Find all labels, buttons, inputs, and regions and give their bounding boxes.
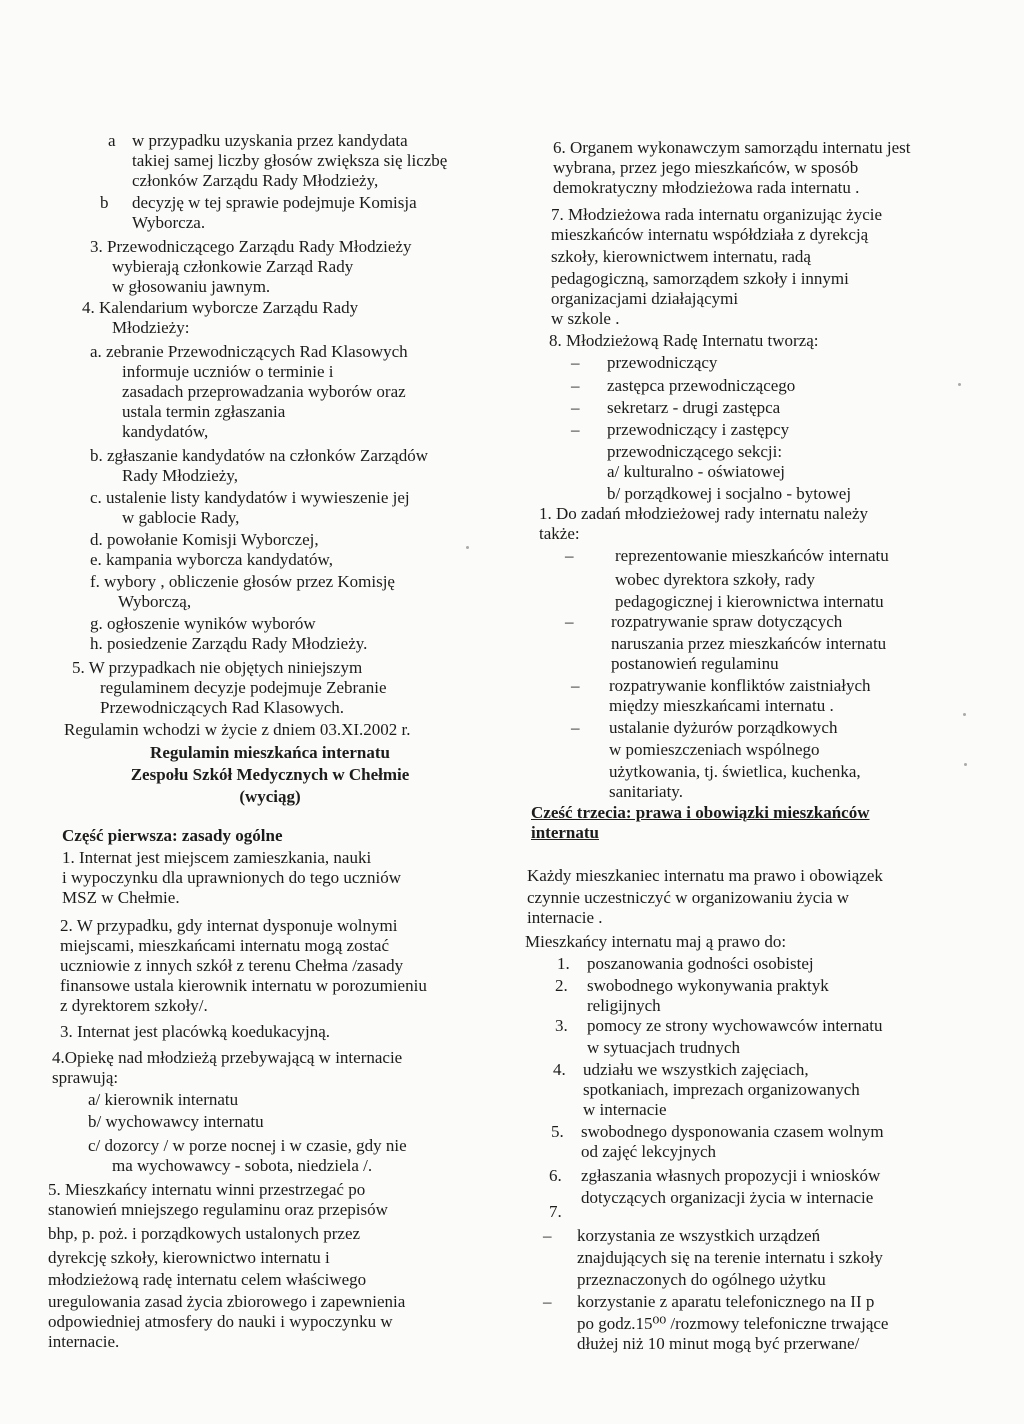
right-line: zgłaszania własnych propozycji i wniosków — [581, 1166, 881, 1185]
right-line: od zajęć lekcyjnych — [581, 1142, 716, 1161]
calendar-line: ustala termin zgłaszania — [122, 402, 286, 421]
care-line: b/ wychowawcy internatu — [88, 1112, 264, 1131]
part-one-p5-line: młodzieżową radę internatu celem właściwego — [48, 1270, 367, 1289]
right-num: 1. — [557, 954, 570, 973]
duty-line: użytkowania, tj. świetlica, kuchenka, — [609, 762, 861, 781]
extra-dash: – — [543, 1292, 552, 1311]
paragraph-6-line: demokratyczny młodzieżowa rada internatu . — [553, 178, 860, 197]
council-item: a/ kulturalno - oświatowej — [607, 462, 785, 481]
extra-line: dłużej niż 10 minut mogą być przerwane/ — [577, 1334, 860, 1353]
duty-line: pedagogicznej i kierownictwa internatu — [615, 592, 884, 611]
duty-line: sanitariaty. — [609, 782, 683, 801]
extra-line: przeznaczonych do ogólnego użytku — [577, 1270, 826, 1289]
part-one-p1-line: 1. Internat jest miejscem zamieszkania, nauki — [62, 848, 372, 867]
right-num: 3. — [555, 1016, 568, 1035]
part-one-p5-line: 5. Mieszkańcy internatu winni przestrzegać po — [48, 1180, 366, 1199]
part-one-p2-line: 2. W przypadku, gdy internat dysponuje wolnymi — [60, 916, 398, 935]
part-one-p2-line: z dyrektorem szkoły/. — [60, 996, 208, 1015]
part-one-p5-line: uregulowania zasad życia zbiorowego i zapewnienia — [48, 1292, 406, 1311]
council-item: sekretarz - drugi zastępca — [607, 398, 781, 417]
item-a-marker: a — [108, 131, 116, 150]
right-num: 6. — [549, 1166, 562, 1185]
duty-line: wobec dyrektora szkoły, rady — [615, 570, 815, 589]
part-three-intro-line: Każdy mieszkaniec internatu ma prawo i obowiązek — [527, 866, 883, 885]
calendar-line: b. zgłaszanie kandydatów na członków Zarządów — [90, 446, 428, 465]
duties-intro-line: 1. Do zadań młodzieżowej rady internatu należy — [539, 504, 869, 523]
effective-date: Regulamin wchodzi w życie z dniem 03.XI.2002 r. — [64, 720, 411, 739]
right-line: spotkaniach, imprezach organizowanych — [583, 1080, 860, 1099]
item-a-line: członków Zarządu Rady Młodzieży, — [132, 171, 379, 190]
council-dash: – — [571, 420, 580, 439]
paragraph-7-line: mieszkańców internatu współdziała z dyrekcją — [551, 225, 869, 244]
right-line: w internacie — [583, 1100, 667, 1119]
part-one-p4-line: sprawują: — [52, 1068, 119, 1087]
document-title: Regulamin mieszkańca internatu — [150, 743, 390, 762]
calendar-line: e. kampania wyborcza kandydatów, — [90, 550, 333, 569]
paragraph-3-line: wybierają członkowie Zarząd Rady — [112, 257, 354, 276]
council-item: b/ porządkowej i socjalno - bytowej — [607, 484, 852, 503]
calendar-line: Wyborczą, — [118, 592, 192, 611]
care-line: a/ kierownik internatu — [88, 1090, 239, 1109]
part-three-intro-line: internacie . — [527, 908, 603, 927]
calendar-line: zasadach przeprowadzania wyborów oraz — [122, 382, 406, 401]
calendar-line: w gablocie Rady, — [122, 508, 240, 527]
paragraph-4-line: 4. Kalendarium wyborcze Zarządu Rady — [82, 298, 359, 317]
paragraph-7-line: w szkole . — [551, 309, 620, 328]
paragraph-7-line: szkoły, kierownictwem internatu, radą — [551, 247, 811, 266]
calendar-line: c. ustalenie listy kandydatów i wywieszenie jej — [90, 488, 410, 507]
calendar-line: d. powołanie Komisji Wyborczej, — [90, 530, 319, 549]
paragraph-6-line: 6. Organem wykonawczym samorządu internatu jest — [553, 138, 911, 157]
paragraph-5-line: regulaminem decyzje podejmuje Zebranie — [100, 678, 387, 697]
part-one-p4-line: 4.Opiekę nad młodzieżą przebywającą w internacie — [52, 1048, 403, 1067]
part-one-p1-line: i wypoczynku dla uprawnionych do tego uczniów — [62, 868, 401, 887]
duty-line: naruszania przez mieszkańców internatu — [611, 634, 887, 653]
calendar-line: Rady Młodzieży, — [122, 466, 238, 485]
right-line: swobodnego wykonywania praktyk — [587, 976, 829, 995]
part-one-p2-line: uczniowie z innych szkół z terenu Chełma /zasady — [60, 956, 404, 975]
document-title: Zespołu Szkół Medycznych w Chełmie — [130, 765, 410, 784]
duty-line: reprezentowanie mieszkańców internatu — [615, 546, 889, 565]
scan-speck — [958, 383, 961, 386]
paragraph-7-line: pedagogiczną, samorządem szkoły i innymi — [551, 269, 849, 288]
paragraph-7-line: organizacjami działającymi — [551, 289, 739, 308]
paragraph-5-line: 5. W przypadkach nie objętych niniejszym — [72, 658, 363, 677]
duty-dash: – — [565, 546, 574, 565]
part-one-p3: 3. Internat jest placówką koedukacyjną. — [60, 1022, 331, 1041]
document-subtitle: (wyciąg) — [239, 787, 301, 806]
duties-intro-line: także: — [539, 524, 580, 543]
council-dash: – — [571, 353, 580, 372]
right-line: religijnych — [587, 996, 661, 1015]
paragraph-3-line: 3. Przewodniczącego Zarządu Rady Młodzieży — [90, 237, 412, 256]
part-one-p5-line: bhp, p. poż. i porządkowych ustalonych przez — [48, 1224, 361, 1243]
right-num: 5. — [551, 1122, 564, 1141]
care-line: ma wychowawcy - sobota, niedziela /. — [112, 1156, 373, 1175]
duty-line: rozpatrywanie konfliktów zaistniałych — [609, 676, 871, 695]
duty-line: postanowień regulaminu — [611, 654, 779, 673]
extra-line: korzystanie z aparatu telefonicznego na II p — [577, 1292, 875, 1311]
right-num: 7. — [549, 1202, 562, 1221]
part-three-heading: Cześć trzecia: prawa i obowiązki mieszkańców — [531, 803, 870, 822]
duty-line: rozpatrywanie spraw dotyczących — [611, 612, 843, 631]
right-line: pomocy ze strony wychowawców internatu — [587, 1016, 883, 1035]
calendar-line: f. wybory , obliczenie głosów przez Komisję — [90, 572, 395, 591]
calendar-line: g. ogłoszenie wyników wyborów — [90, 614, 316, 633]
paragraph-8: 8. Młodzieżową Radę Internatu tworzą: — [549, 331, 819, 350]
calendar-line: kandydatów, — [122, 422, 209, 441]
duty-dash: – — [571, 676, 580, 695]
council-item: przewodniczący i zastępcy — [607, 420, 790, 439]
council-item: zastępca przewodniczącego — [607, 376, 796, 395]
extra-line: korzystania ze wszystkich urządzeń — [577, 1226, 821, 1245]
calendar-line: a. zebranie Przewodniczących Rad Klasowych — [90, 342, 408, 361]
item-b-marker: b — [100, 193, 109, 212]
extra-line: po godz.15⁰⁰ /rozmowy telefoniczne trwające — [577, 1314, 889, 1333]
care-line: c/ dozorcy / w porze nocnej i w czasie, gdy nie — [88, 1136, 407, 1155]
scan-speck — [963, 713, 966, 716]
right-num: 2. — [555, 976, 568, 995]
part-three-intro-line: czynnie uczestniczyć w organizowaniu życia w — [527, 888, 850, 907]
duty-line: ustalanie dyżurów porządkowych — [609, 718, 838, 737]
scan-speck — [466, 546, 469, 549]
part-one-p5-line: internacie. — [48, 1332, 120, 1351]
duty-line: w pomieszczeniach wspólnego — [609, 740, 820, 759]
duty-dash: – — [565, 612, 574, 631]
paragraph-7-line: 7. Młodzieżowa rada internatu organizując życie — [551, 205, 883, 224]
right-line: dotyczących organizacji życia w internacie — [581, 1188, 874, 1207]
part-one-p5-line: odpowiedniej atmosfery do nauki i wypoczynku w — [48, 1312, 393, 1331]
right-line: swobodnego dysponowania czasem wolnym — [581, 1122, 884, 1141]
part-one-p2-line: finansowe ustala kierownik internatu w porozumieniu — [60, 976, 427, 995]
item-a-line: w przypadku uzyskania przez kandydata — [132, 131, 408, 150]
scan-speck — [964, 763, 967, 766]
part-three-heading: internatu — [531, 823, 599, 842]
paragraph-6-line: wybrana, przez jego mieszkańców, w sposób — [553, 158, 859, 177]
paragraph-4-line: Młodzieży: — [112, 318, 190, 337]
right-line: udziału we wszystkich zajęciach, — [583, 1060, 809, 1079]
council-item: przewodniczący — [607, 353, 718, 372]
item-b-line: Wyborcza. — [132, 213, 206, 232]
council-dash: – — [571, 376, 580, 395]
part-one-p5-line: stanowień mniejszego regulaminu oraz przepisów — [48, 1200, 388, 1219]
duty-line: między mieszkańcami internatu . — [609, 696, 834, 715]
calendar-line: h. posiedzenie Zarządu Rady Młodzieży. — [90, 634, 368, 653]
part-one-p5-line: dyrekcję szkoły, kierownictwo internatu i — [48, 1248, 330, 1267]
extra-dash: – — [543, 1226, 552, 1245]
duty-dash: – — [571, 718, 580, 737]
right-line: poszanowania godności osobistej — [587, 954, 814, 973]
rights-intro: Mieszkańcy internatu maj ą prawo do: — [525, 932, 787, 951]
paragraph-5-line: Przewodniczących Rad Klasowych. — [100, 698, 345, 717]
part-one-p1-line: MSZ w Chełmie. — [62, 888, 180, 907]
extra-line: znajdujących się na terenie internatu i szkoły — [577, 1248, 883, 1267]
council-item: przewodniczącego sekcji: — [607, 442, 783, 461]
paragraph-3-line: w głosowaniu jawnym. — [112, 277, 271, 296]
right-line: w sytuacjach trudnych — [587, 1038, 740, 1057]
calendar-line: informuje uczniów o terminie i — [122, 362, 334, 381]
item-a-line: takiej samej liczby głosów zwiększa się liczbę — [132, 151, 448, 170]
right-num: 4. — [553, 1060, 566, 1079]
council-dash: – — [571, 398, 580, 417]
part-one-heading: Część pierwsza: zasady ogólne — [62, 826, 283, 845]
part-one-p2-line: miejscami, mieszkańcami internatu mogą zostać — [60, 936, 390, 955]
item-b-line: decyzję w tej sprawie podejmuje Komisja — [132, 193, 417, 212]
